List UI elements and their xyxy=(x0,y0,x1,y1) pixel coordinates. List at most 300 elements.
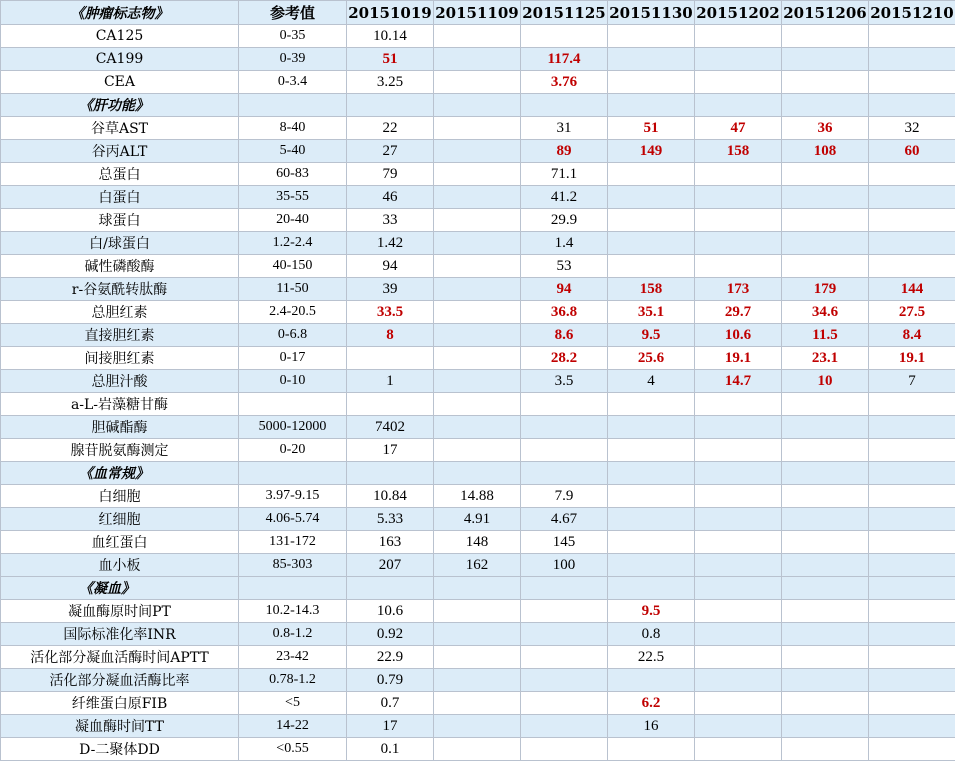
value-cell[interactable] xyxy=(869,393,955,416)
value-cell[interactable] xyxy=(782,393,869,416)
section-title[interactable]: 《血常规》 xyxy=(1,462,239,485)
value-cell[interactable]: 33 xyxy=(347,209,434,232)
value-cell[interactable] xyxy=(782,692,869,715)
value-cell[interactable]: 10.14 xyxy=(347,25,434,48)
value-cell[interactable] xyxy=(695,669,782,692)
value-cell[interactable] xyxy=(782,600,869,623)
reference-range-cell[interactable]: 0.8-1.2 xyxy=(239,623,347,646)
abnormal-value-cell[interactable]: 19.1 xyxy=(869,347,955,370)
value-cell[interactable]: 148 xyxy=(434,531,521,554)
value-cell[interactable]: 94 xyxy=(347,255,434,278)
empty-cell[interactable] xyxy=(239,462,347,485)
test-name-cell[interactable]: 国际标准化率INR xyxy=(1,623,239,646)
value-cell[interactable] xyxy=(521,623,608,646)
value-cell[interactable]: 207 xyxy=(347,554,434,577)
section-title[interactable]: 《凝血》 xyxy=(1,577,239,600)
value-cell[interactable] xyxy=(521,669,608,692)
empty-cell[interactable] xyxy=(239,577,347,600)
value-cell[interactable] xyxy=(521,646,608,669)
value-cell[interactable]: 162 xyxy=(434,554,521,577)
test-name-cell[interactable]: 间接胆红素 xyxy=(1,347,239,370)
abnormal-value-cell[interactable]: 29.7 xyxy=(695,301,782,324)
value-cell[interactable]: 163 xyxy=(347,531,434,554)
reference-range-cell[interactable]: 14-22 xyxy=(239,715,347,738)
value-cell[interactable]: 100 xyxy=(521,554,608,577)
abnormal-value-cell[interactable]: 34.6 xyxy=(782,301,869,324)
test-name-cell[interactable]: 谷草AST xyxy=(1,117,239,140)
value-cell[interactable] xyxy=(695,393,782,416)
abnormal-value-cell[interactable]: 8.6 xyxy=(521,324,608,347)
value-cell[interactable] xyxy=(782,508,869,531)
value-cell[interactable] xyxy=(869,48,955,71)
value-cell[interactable] xyxy=(608,255,695,278)
empty-cell[interactable] xyxy=(521,462,608,485)
value-cell[interactable]: 79 xyxy=(347,163,434,186)
value-cell[interactable] xyxy=(434,715,521,738)
value-cell[interactable]: 3.5 xyxy=(521,370,608,393)
value-cell[interactable] xyxy=(869,232,955,255)
value-cell[interactable] xyxy=(608,508,695,531)
header-date[interactable]: 20151130 xyxy=(608,1,695,25)
value-cell[interactable] xyxy=(869,623,955,646)
value-cell[interactable] xyxy=(608,554,695,577)
abnormal-value-cell[interactable]: 33.5 xyxy=(347,301,434,324)
abnormal-value-cell[interactable]: 179 xyxy=(782,278,869,301)
abnormal-value-cell[interactable]: 10 xyxy=(782,370,869,393)
value-cell[interactable] xyxy=(521,25,608,48)
test-name-cell[interactable]: 血小板 xyxy=(1,554,239,577)
value-cell[interactable]: 7402 xyxy=(347,416,434,439)
value-cell[interactable]: 7 xyxy=(869,370,955,393)
reference-range-cell[interactable]: 10.2-14.3 xyxy=(239,600,347,623)
empty-cell[interactable] xyxy=(869,577,955,600)
value-cell[interactable]: 4.91 xyxy=(434,508,521,531)
value-cell[interactable]: 32 xyxy=(869,117,955,140)
abnormal-value-cell[interactable]: 28.2 xyxy=(521,347,608,370)
value-cell[interactable] xyxy=(608,71,695,94)
abnormal-value-cell[interactable]: 89 xyxy=(521,140,608,163)
value-cell[interactable]: 145 xyxy=(521,531,608,554)
value-cell[interactable]: 4.67 xyxy=(521,508,608,531)
value-cell[interactable]: 41.2 xyxy=(521,186,608,209)
reference-range-cell[interactable]: 85-303 xyxy=(239,554,347,577)
value-cell[interactable]: 3.25 xyxy=(347,71,434,94)
test-name-cell[interactable]: CEA xyxy=(1,71,239,94)
empty-cell[interactable] xyxy=(434,94,521,117)
value-cell[interactable]: 0.92 xyxy=(347,623,434,646)
empty-cell[interactable] xyxy=(608,462,695,485)
abnormal-value-cell[interactable]: 158 xyxy=(695,140,782,163)
value-cell[interactable] xyxy=(782,71,869,94)
value-cell[interactable] xyxy=(434,186,521,209)
value-cell[interactable] xyxy=(434,646,521,669)
abnormal-value-cell[interactable]: 14.7 xyxy=(695,370,782,393)
value-cell[interactable] xyxy=(695,232,782,255)
value-cell[interactable] xyxy=(347,347,434,370)
value-cell[interactable] xyxy=(782,232,869,255)
test-name-cell[interactable]: 血红蛋白 xyxy=(1,531,239,554)
value-cell[interactable] xyxy=(782,738,869,761)
value-cell[interactable] xyxy=(521,738,608,761)
test-name-cell[interactable]: 活化部分凝血活酶比率 xyxy=(1,669,239,692)
value-cell[interactable] xyxy=(695,416,782,439)
test-name-cell[interactable]: 白细胞 xyxy=(1,485,239,508)
test-name-cell[interactable]: 胆碱酯酶 xyxy=(1,416,239,439)
value-cell[interactable] xyxy=(869,25,955,48)
empty-cell[interactable] xyxy=(869,462,955,485)
test-name-cell[interactable]: 凝血酶时间TT xyxy=(1,715,239,738)
value-cell[interactable] xyxy=(695,600,782,623)
value-cell[interactable] xyxy=(869,416,955,439)
value-cell[interactable] xyxy=(521,600,608,623)
value-cell[interactable]: 71.1 xyxy=(521,163,608,186)
value-cell[interactable] xyxy=(695,508,782,531)
reference-range-cell[interactable]: <5 xyxy=(239,692,347,715)
empty-cell[interactable] xyxy=(782,462,869,485)
empty-cell[interactable] xyxy=(347,462,434,485)
value-cell[interactable] xyxy=(608,48,695,71)
header-section-label[interactable]: 《肿瘤标志物》 xyxy=(1,1,239,25)
value-cell[interactable] xyxy=(695,186,782,209)
header-date[interactable]: 20151206 xyxy=(782,1,869,25)
value-cell[interactable] xyxy=(434,669,521,692)
value-cell[interactable]: 0.1 xyxy=(347,738,434,761)
value-cell[interactable]: 1.4 xyxy=(521,232,608,255)
value-cell[interactable] xyxy=(695,623,782,646)
value-cell[interactable]: 53 xyxy=(521,255,608,278)
value-cell[interactable]: 22.9 xyxy=(347,646,434,669)
value-cell[interactable] xyxy=(608,209,695,232)
value-cell[interactable]: 10.6 xyxy=(347,600,434,623)
value-cell[interactable] xyxy=(782,531,869,554)
value-cell[interactable] xyxy=(869,669,955,692)
reference-range-cell[interactable]: 0-17 xyxy=(239,347,347,370)
value-cell[interactable] xyxy=(608,416,695,439)
test-name-cell[interactable]: 纤维蛋白原FIB xyxy=(1,692,239,715)
value-cell[interactable] xyxy=(434,232,521,255)
reference-range-cell[interactable]: 0-20 xyxy=(239,439,347,462)
value-cell[interactable]: 27 xyxy=(347,140,434,163)
value-cell[interactable]: 14.88 xyxy=(434,485,521,508)
test-name-cell[interactable]: r-谷氨酰转肽酶 xyxy=(1,278,239,301)
value-cell[interactable] xyxy=(608,393,695,416)
value-cell[interactable] xyxy=(695,439,782,462)
abnormal-value-cell[interactable]: 10.6 xyxy=(695,324,782,347)
value-cell[interactable] xyxy=(434,209,521,232)
value-cell[interactable] xyxy=(434,623,521,646)
empty-cell[interactable] xyxy=(239,94,347,117)
value-cell[interactable] xyxy=(782,715,869,738)
value-cell[interactable] xyxy=(695,25,782,48)
value-cell[interactable] xyxy=(782,623,869,646)
value-cell[interactable] xyxy=(608,439,695,462)
reference-range-cell[interactable]: 131-172 xyxy=(239,531,347,554)
abnormal-value-cell[interactable]: 9.5 xyxy=(608,600,695,623)
value-cell[interactable] xyxy=(695,554,782,577)
value-cell[interactable]: 4 xyxy=(608,370,695,393)
value-cell[interactable]: 7.9 xyxy=(521,485,608,508)
abnormal-value-cell[interactable]: 117.4 xyxy=(521,48,608,71)
reference-range-cell[interactable]: 0.78-1.2 xyxy=(239,669,347,692)
empty-cell[interactable] xyxy=(695,462,782,485)
value-cell[interactable] xyxy=(782,163,869,186)
value-cell[interactable] xyxy=(695,531,782,554)
value-cell[interactable] xyxy=(869,600,955,623)
value-cell[interactable] xyxy=(782,439,869,462)
value-cell[interactable] xyxy=(608,738,695,761)
reference-range-cell[interactable]: 11-50 xyxy=(239,278,347,301)
value-cell[interactable] xyxy=(608,531,695,554)
empty-cell[interactable] xyxy=(608,577,695,600)
value-cell[interactable]: 29.9 xyxy=(521,209,608,232)
value-cell[interactable] xyxy=(521,692,608,715)
reference-range-cell[interactable]: 8-40 xyxy=(239,117,347,140)
value-cell[interactable] xyxy=(695,715,782,738)
value-cell[interactable] xyxy=(782,669,869,692)
test-name-cell[interactable]: 直接胆红素 xyxy=(1,324,239,347)
value-cell[interactable] xyxy=(521,393,608,416)
abnormal-value-cell[interactable]: 144 xyxy=(869,278,955,301)
abnormal-value-cell[interactable]: 36.8 xyxy=(521,301,608,324)
value-cell[interactable] xyxy=(869,163,955,186)
value-cell[interactable] xyxy=(869,485,955,508)
abnormal-value-cell[interactable]: 36 xyxy=(782,117,869,140)
test-name-cell[interactable]: 总胆红素 xyxy=(1,301,239,324)
value-cell[interactable]: 5.33 xyxy=(347,508,434,531)
value-cell[interactable]: 39 xyxy=(347,278,434,301)
empty-cell[interactable] xyxy=(695,94,782,117)
value-cell[interactable] xyxy=(782,255,869,278)
value-cell[interactable] xyxy=(695,71,782,94)
reference-range-cell[interactable]: 40-150 xyxy=(239,255,347,278)
value-cell[interactable] xyxy=(434,278,521,301)
empty-cell[interactable] xyxy=(347,577,434,600)
value-cell[interactable] xyxy=(869,646,955,669)
empty-cell[interactable] xyxy=(434,577,521,600)
value-cell[interactable] xyxy=(434,347,521,370)
value-cell[interactable] xyxy=(695,209,782,232)
value-cell[interactable] xyxy=(695,485,782,508)
value-cell[interactable] xyxy=(782,416,869,439)
table-row xyxy=(1,232,955,255)
value-cell[interactable] xyxy=(869,186,955,209)
test-name-cell[interactable]: 总蛋白 xyxy=(1,163,239,186)
header-date[interactable]: 20151210 xyxy=(869,1,955,25)
value-cell[interactable] xyxy=(869,554,955,577)
abnormal-value-cell[interactable]: 158 xyxy=(608,278,695,301)
reference-range-cell[interactable]: 5000-12000 xyxy=(239,416,347,439)
value-cell[interactable] xyxy=(434,117,521,140)
value-cell[interactable]: 22.5 xyxy=(608,646,695,669)
abnormal-value-cell[interactable]: 19.1 xyxy=(695,347,782,370)
abnormal-value-cell[interactable]: 11.5 xyxy=(782,324,869,347)
abnormal-value-cell[interactable]: 173 xyxy=(695,278,782,301)
test-name-cell[interactable]: CA199 xyxy=(1,48,239,71)
test-name-cell[interactable]: 球蛋白 xyxy=(1,209,239,232)
value-cell[interactable] xyxy=(434,25,521,48)
abnormal-value-cell[interactable]: 149 xyxy=(608,140,695,163)
value-cell[interactable] xyxy=(434,71,521,94)
abnormal-value-cell[interactable]: 108 xyxy=(782,140,869,163)
test-name-cell[interactable]: D-二聚体DD xyxy=(1,738,239,761)
value-cell[interactable] xyxy=(347,393,434,416)
value-cell[interactable] xyxy=(521,416,608,439)
abnormal-value-cell[interactable]: 51 xyxy=(347,48,434,71)
value-cell[interactable]: 17 xyxy=(347,715,434,738)
table-row xyxy=(1,140,955,163)
value-cell[interactable] xyxy=(869,71,955,94)
reference-range-cell[interactable]: 0-6.8 xyxy=(239,324,347,347)
value-cell[interactable]: 22 xyxy=(347,117,434,140)
abnormal-value-cell[interactable]: 3.76 xyxy=(521,71,608,94)
value-cell[interactable]: 0.7 xyxy=(347,692,434,715)
reference-range-cell[interactable]: 3.97-9.15 xyxy=(239,485,347,508)
value-cell[interactable] xyxy=(434,416,521,439)
value-cell[interactable]: 0.8 xyxy=(608,623,695,646)
abnormal-value-cell[interactable]: 23.1 xyxy=(782,347,869,370)
abnormal-value-cell[interactable]: 94 xyxy=(521,278,608,301)
value-cell[interactable] xyxy=(695,646,782,669)
test-name-cell[interactable]: 腺苷脱氨酶测定 xyxy=(1,439,239,462)
abnormal-value-cell[interactable]: 27.5 xyxy=(869,301,955,324)
value-cell[interactable] xyxy=(695,738,782,761)
value-cell[interactable] xyxy=(521,439,608,462)
empty-cell[interactable] xyxy=(521,94,608,117)
value-cell[interactable] xyxy=(608,25,695,48)
test-name-cell[interactable]: a-L-岩藻糖甘酶 xyxy=(1,393,239,416)
reference-range-cell[interactable]: 20-40 xyxy=(239,209,347,232)
value-cell[interactable] xyxy=(434,370,521,393)
empty-cell[interactable] xyxy=(434,462,521,485)
empty-cell[interactable] xyxy=(869,94,955,117)
header-date[interactable]: 20151202 xyxy=(695,1,782,25)
table-row xyxy=(1,186,955,209)
value-cell[interactable] xyxy=(695,692,782,715)
abnormal-value-cell[interactable]: 51 xyxy=(608,117,695,140)
reference-range-cell[interactable]: 1.2-2.4 xyxy=(239,232,347,255)
value-cell[interactable] xyxy=(869,255,955,278)
value-cell[interactable] xyxy=(869,715,955,738)
header-date[interactable]: 20151109 xyxy=(434,1,521,25)
abnormal-value-cell[interactable]: 35.1 xyxy=(608,301,695,324)
section-title[interactable]: 《肝功能》 xyxy=(1,94,239,117)
abnormal-value-cell[interactable]: 47 xyxy=(695,117,782,140)
test-name-cell[interactable]: 红细胞 xyxy=(1,508,239,531)
reference-range-cell[interactable]: 35-55 xyxy=(239,186,347,209)
header-reference[interactable]: 参考值 xyxy=(239,1,347,25)
value-cell[interactable] xyxy=(782,209,869,232)
empty-cell[interactable] xyxy=(608,94,695,117)
reference-range-cell[interactable]: 23-42 xyxy=(239,646,347,669)
value-cell[interactable] xyxy=(434,738,521,761)
abnormal-value-cell[interactable]: 9.5 xyxy=(608,324,695,347)
value-cell[interactable] xyxy=(608,163,695,186)
value-cell[interactable]: 31 xyxy=(521,117,608,140)
value-cell[interactable]: 1 xyxy=(347,370,434,393)
empty-cell[interactable] xyxy=(782,94,869,117)
value-cell[interactable] xyxy=(434,393,521,416)
reference-range-cell[interactable]: 0-3.4 xyxy=(239,71,347,94)
value-cell[interactable] xyxy=(782,485,869,508)
value-cell[interactable] xyxy=(695,163,782,186)
value-cell[interactable]: 16 xyxy=(608,715,695,738)
test-name-cell[interactable]: 活化部分凝血活酶时间APTT xyxy=(1,646,239,669)
value-cell[interactable] xyxy=(434,48,521,71)
header-date[interactable]: 20151125 xyxy=(521,1,608,25)
reference-range-cell[interactable]: 0-35 xyxy=(239,25,347,48)
value-cell[interactable] xyxy=(608,186,695,209)
abnormal-value-cell[interactable]: 6.2 xyxy=(608,692,695,715)
test-name-cell[interactable]: 总胆汁酸 xyxy=(1,370,239,393)
reference-range-cell[interactable]: <0.55 xyxy=(239,738,347,761)
value-cell[interactable] xyxy=(869,508,955,531)
value-cell[interactable] xyxy=(434,692,521,715)
reference-range-cell[interactable]: 5-40 xyxy=(239,140,347,163)
test-name-cell[interactable]: 白蛋白 xyxy=(1,186,239,209)
header-date[interactable]: 20151019 xyxy=(347,1,434,25)
reference-range-cell[interactable]: 0-39 xyxy=(239,48,347,71)
abnormal-value-cell[interactable]: 8.4 xyxy=(869,324,955,347)
value-cell[interactable] xyxy=(434,255,521,278)
test-name-cell[interactable]: 谷丙ALT xyxy=(1,140,239,163)
empty-cell[interactable] xyxy=(695,577,782,600)
value-cell[interactable] xyxy=(608,669,695,692)
empty-cell[interactable] xyxy=(347,94,434,117)
value-cell[interactable]: 1.42 xyxy=(347,232,434,255)
value-cell[interactable]: 17 xyxy=(347,439,434,462)
value-cell[interactable] xyxy=(434,439,521,462)
value-cell[interactable]: 46 xyxy=(347,186,434,209)
reference-range-cell[interactable]: 60-83 xyxy=(239,163,347,186)
value-cell[interactable] xyxy=(434,163,521,186)
value-cell[interactable] xyxy=(782,646,869,669)
value-cell[interactable]: 0.79 xyxy=(347,669,434,692)
reference-range-cell[interactable]: 2.4-20.5 xyxy=(239,301,347,324)
empty-cell[interactable] xyxy=(521,577,608,600)
abnormal-value-cell[interactable]: 60 xyxy=(869,140,955,163)
value-cell[interactable] xyxy=(434,301,521,324)
value-cell[interactable] xyxy=(434,140,521,163)
value-cell[interactable] xyxy=(869,531,955,554)
value-cell[interactable] xyxy=(782,48,869,71)
reference-range-cell[interactable]: 4.06-5.74 xyxy=(239,508,347,531)
test-name-cell[interactable]: CA125 xyxy=(1,25,239,48)
value-cell[interactable] xyxy=(608,485,695,508)
reference-range-cell[interactable] xyxy=(239,393,347,416)
value-cell[interactable] xyxy=(869,439,955,462)
test-name-cell[interactable]: 凝血酶原时间PT xyxy=(1,600,239,623)
value-cell[interactable] xyxy=(434,324,521,347)
value-cell[interactable] xyxy=(782,554,869,577)
value-cell[interactable] xyxy=(869,692,955,715)
value-cell[interactable] xyxy=(869,738,955,761)
value-cell[interactable]: 10.84 xyxy=(347,485,434,508)
value-cell[interactable] xyxy=(782,186,869,209)
value-cell[interactable] xyxy=(434,600,521,623)
value-cell[interactable] xyxy=(782,25,869,48)
abnormal-value-cell[interactable]: 25.6 xyxy=(608,347,695,370)
value-cell[interactable] xyxy=(608,232,695,255)
empty-cell[interactable] xyxy=(782,577,869,600)
value-cell[interactable] xyxy=(695,255,782,278)
test-name-cell[interactable]: 碱性磷酸酶 xyxy=(1,255,239,278)
reference-range-cell[interactable]: 0-10 xyxy=(239,370,347,393)
abnormal-value-cell[interactable]: 8 xyxy=(347,324,434,347)
value-cell[interactable] xyxy=(521,715,608,738)
test-name-cell[interactable]: 白/球蛋白 xyxy=(1,232,239,255)
value-cell[interactable] xyxy=(869,209,955,232)
value-cell[interactable] xyxy=(695,48,782,71)
